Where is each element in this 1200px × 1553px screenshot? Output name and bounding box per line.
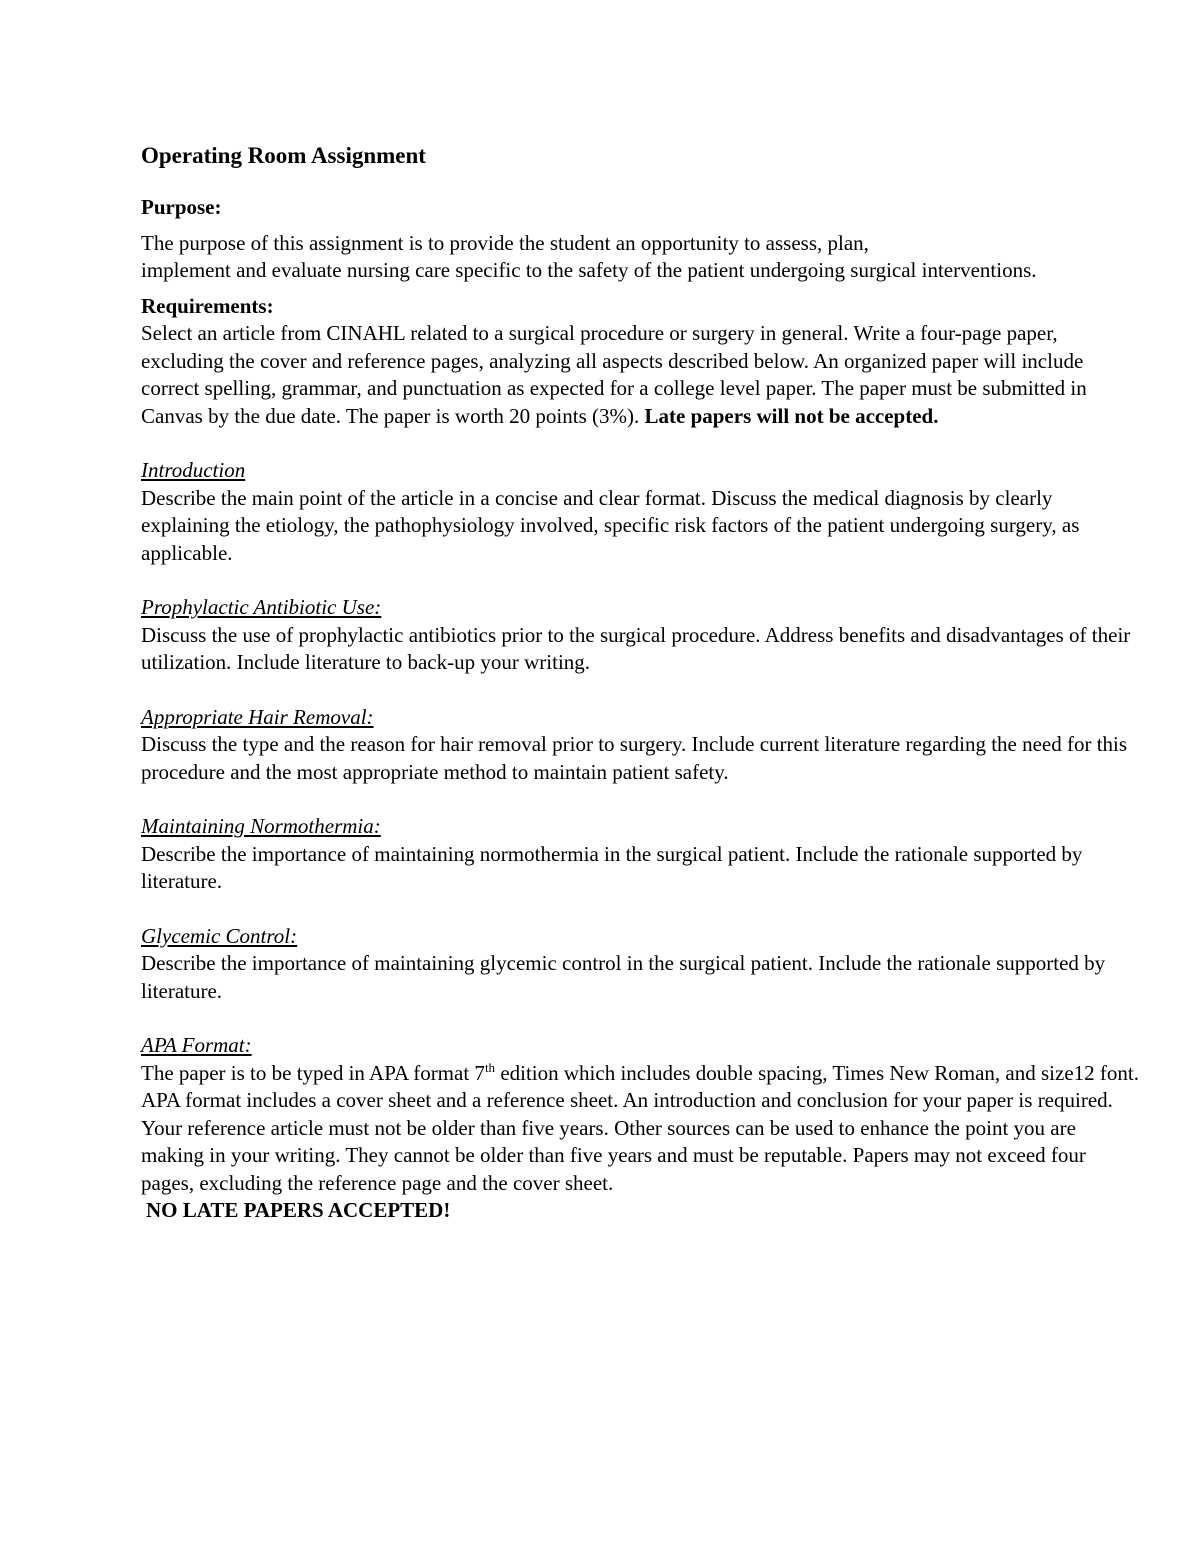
no-late-papers-notice: NO LATE PAPERS ACCEPTED! <box>146 1198 451 1222</box>
edition-superscript: th <box>484 1059 496 1075</box>
requirements-body <box>141 320 1141 430</box>
section-appropriate-hair-removal <box>141 704 1141 787</box>
purpose-line-2: implement and evaluate nursing care specific to the safety of the patient undergoing surgical interventions. <box>141 258 1037 282</box>
apa-body-end: edition which includes double spacing, Times New Roman, and size12 font. APA format includes a cover sheet and a reference sheet. An introduction and conclusion for your paper is required. Your reference article must not be older than five years. Other sources can be used to enhance the point you are making in your writing. They cannot be older than five years and must be reputable. Papers may not exceed four pages, excluding the reference page and the cover sheet. <box>141 1060 1139 1195</box>
purpose-label: Purpose: <box>141 195 222 219</box>
section-body: Describe the importance of maintaining normothermia in the surgical patient. Include the rationale supported by literature. <box>141 841 1083 893</box>
section-body: Describe the importance of maintaining glycemic control in the surgical patient. Include the rationale supported by literature. <box>141 951 1106 1003</box>
section-heading: Appropriate Hair Removal: <box>141 704 374 729</box>
section-glycemic-control <box>141 923 1141 1006</box>
section-prophylactic-antibiotic-use <box>141 594 1141 677</box>
purpose-body <box>141 230 1141 285</box>
document-title: Operating Room Assignment <box>141 143 426 168</box>
section-body <box>141 1060 1141 1198</box>
requirements-label: Requirements: <box>141 293 274 318</box>
section-heading: Maintaining Normothermia: <box>141 814 381 838</box>
document-page <box>141 140 1141 1225</box>
section-heading: Prophylactic Antibiotic Use: <box>141 595 382 619</box>
late-papers-notice: Late papers will not be accepted. <box>644 403 939 428</box>
section-body: Discuss the type and the reason for hair removal prior to surgery. Include current literature regarding the need for this procedure and the most appropriate method to maintain patient safety. <box>141 732 1128 784</box>
section-heading: Glycemic Control: <box>141 923 298 948</box>
apa-body-start: The paper is to be typed in APA format 7 <box>141 1060 485 1085</box>
purpose-line-1: The purpose of this assignment is to provide the student an opportunity to assess, plan, <box>141 230 869 255</box>
section-body: Describe the main point of the article in a concise and clear format. Discuss the medical diagnosis by clearly explaining the etiology, the pathophysiology involved, specific risk factors of the patient undergoing surgery, as applicable. <box>141 485 1080 565</box>
requirements-text: Select an article from CINAHL related to a surgical procedure or surgery in general. Write a four-page paper, excluding the cover and reference pages, analyzing all aspects described below. An organized paper will include correct spelling, grammar, and punctuation as expected for a college level paper. The paper must be submitted in Canvas by the due date. The paper is worth 20 points (3%). <box>141 321 1087 428</box>
section-body: Discuss the use of prophylactic antibiotics prior to the surgical procedure. Address benefits and disadvantages of their utilization. Include literature to back-up your writing. <box>141 622 1131 674</box>
section-heading: APA Format: <box>141 1033 252 1057</box>
section-maintaining-normothermia <box>141 813 1141 896</box>
section-apa-format <box>141 1032 1141 1225</box>
section-introduction <box>141 457 1141 567</box>
section-heading: Introduction <box>141 458 246 482</box>
